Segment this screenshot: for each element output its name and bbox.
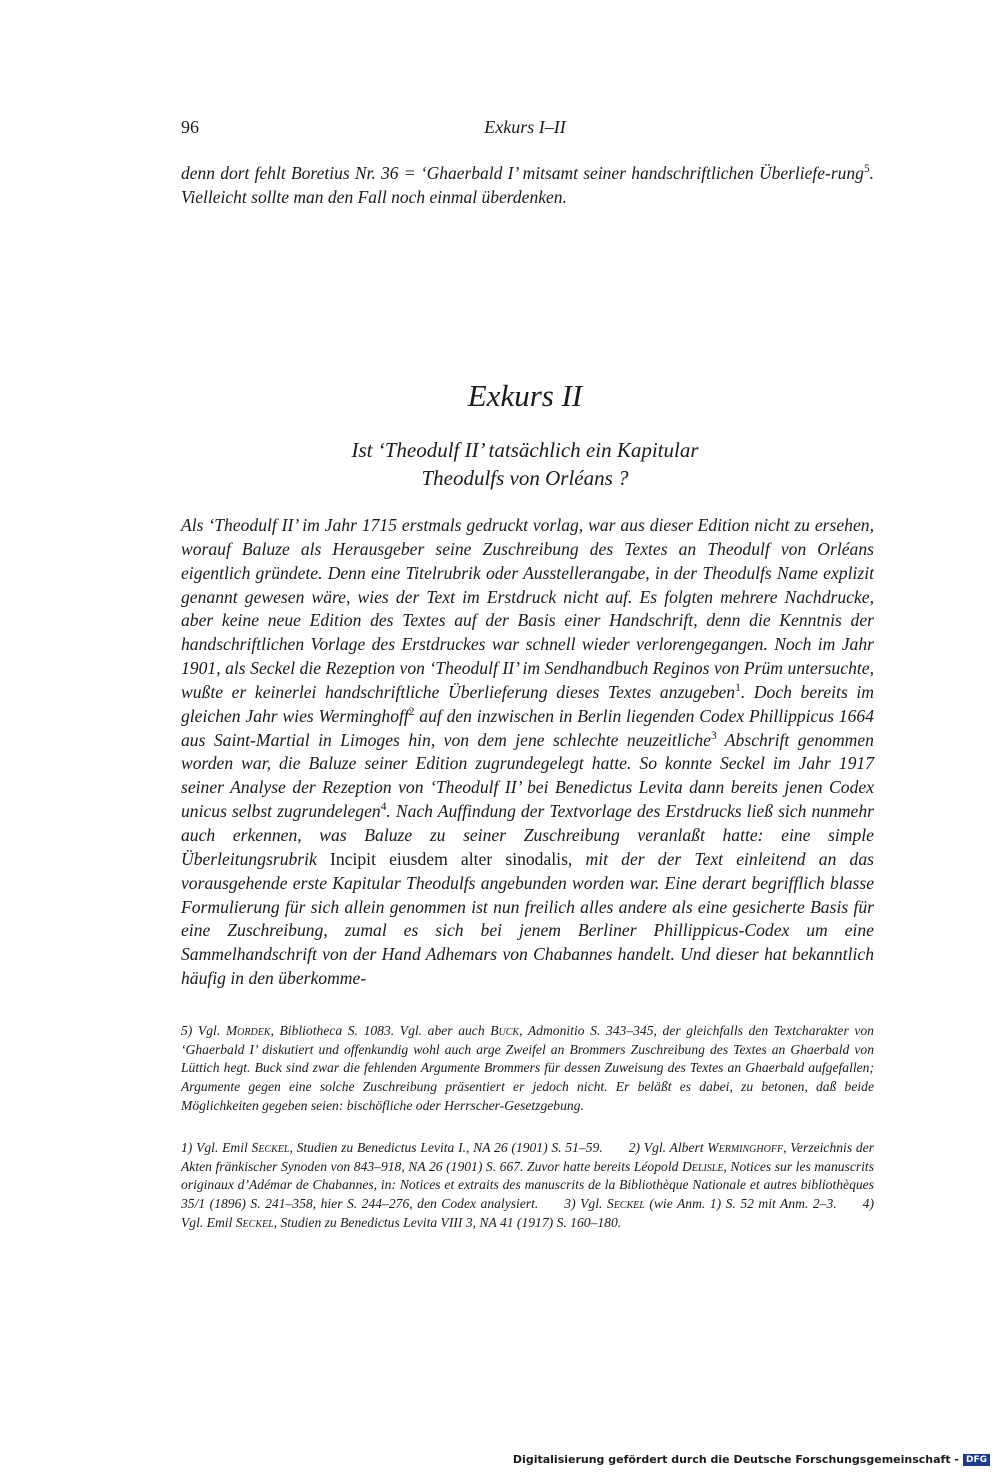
footnote-5-text-c: , Bibliotheca S. 1083. Vgl. aber auch: [270, 1023, 491, 1038]
subtitle-line-2: Theodulfs von Orléans ?: [421, 466, 629, 490]
body-paragraph: [181, 514, 874, 991]
latin-rubric: Incipit eiusdem alter sinodalis: [330, 848, 568, 869]
footnote-ref-4: 4: [380, 801, 387, 814]
page-number: 96: [181, 117, 199, 137]
author-delisle: Delisle: [681, 1158, 724, 1174]
section-title: Exkurs II: [467, 378, 583, 413]
footnote-ref-1: 1: [735, 682, 741, 695]
footnote-3-text-c: (wie Anm. 1) S. 52 mit Anm. 2–3.: [644, 1196, 837, 1212]
author-seckel-3: Seckel: [606, 1196, 645, 1212]
author-buck: Buck: [490, 1023, 520, 1038]
body-text-6: , mit der der Text einleitend an das vorausgehende erste Kapitular Theodulfs angebunden worden war. Eine derart begrifflich blasse Formulierung für sich allein genommen ist nun freilich alles andere als eine gesicherte Basis für eine Zuschreibung, zumal es sich bei jenem Berliner Phillippicus-Codex um eine Sammelhandschrift von der Hand Adhemars von Chabannes handelt. Und dieser hat bekanntlich häufig in den überkomme-: [181, 848, 874, 989]
credit-text: Digitalisierung gefördert durch die Deutsche Forschungsgemeinschaft -: [512, 1453, 959, 1466]
subtitle-line-1: Ist ‘Theodulf II’ tatsächlich ein Kapitular: [351, 438, 699, 462]
author-seckel-1: Seckel: [251, 1140, 290, 1155]
author-werminghoff: Werminghoff: [707, 1140, 784, 1155]
body-text-2: . Doch bereits im gleichen Jahr wies Werminghoff: [181, 681, 874, 726]
running-head: Exkurs I–II: [484, 117, 566, 137]
continued-paragraph: [181, 161, 874, 209]
footnote-3-text-a: 3) Vgl.: [564, 1196, 607, 1212]
dfg-logo: DFG: [963, 1454, 990, 1466]
footnote-ref-3: 3: [710, 729, 717, 742]
footnote-5-text-a: 5) Vgl.: [181, 1023, 226, 1038]
footnote-ref-5: 5: [863, 163, 870, 176]
author-mordek: Mordek: [225, 1023, 271, 1038]
author-seckel-4: Seckel: [235, 1214, 274, 1230]
footnote-2-text-c: , Verzeichnis der Akten fränkischer Synoden von 843–918, NA 26 (1901) S. 667. Zuvor hatte bereits Léopold: [181, 1140, 874, 1174]
footnote-2-text-a: 2) Vgl. Albert: [628, 1140, 708, 1155]
body-text-4: Abschrift genommen worden war, die Baluze seiner Edition zugrundegelegt hatte. So konnte Seckel im Jahr 1917 seiner Analyse der Rezeption von ‘Theodulf II’ bei Benedictus Levita dann bereits jenen Codex unicus selbst zugrundelegen: [181, 729, 874, 822]
section-subtitle: [0, 436, 1000, 492]
footnote-1-text-a: 1) Vgl. Emil: [181, 1140, 252, 1155]
footnote-1-text-c: , Studien zu Benedictus Levita I., NA 26 (1901) S. 51–59.: [289, 1140, 603, 1155]
body-text-1: Als ‘Theodulf II’ im Jahr 1715 erstmals gedruckt vorlag, war aus dieser Edition nicht zu ersehen, worauf Baluze als Herausgeber seine Zuschreibung des Textes an Theodulf von Orléans eigentlich gründete. Denn eine Titelrubrik oder Ausstellerangabe, in der Theodulfs Name explizit genannt gewesen wäre, wies der Text im Erstdruck nicht auf. Es folgten mehrere Nachdrucke, aber keine neue Edition des Textes auf der Basis einer Handschrift, denn die Kenntnis der handschriftlichen Vorlage des Erstdruckes war schnell wieder verlorengegangen. Noch im Jahr 1901, als Seckel die Rezeption von ‘Theodulf II’ im Sendhandbuch Reginos von Prüm untersuchte, wußte er keinerlei handschriftliche Überlieferung dieses Textes anzugeben: [181, 515, 874, 702]
footnote-4-text-c: , Studien zu Benedictus Levita VIII 3, NA 41 (1917) S. 160–180.: [273, 1214, 622, 1230]
digitization-credit: [513, 1453, 990, 1466]
footnote-2-text-e: , Notices sur les manuscrits originaux d’Adémar de Chabannes, in: Notices et extraits des manuscrits de la Bibliothèque Nationale et autres bibliothèques 35/1 (1896) S. 241–358, hier S. 244–276, den Codex analysiert.: [181, 1158, 874, 1212]
footnote-4-text-a: 4) Vgl. Emil: [181, 1196, 874, 1230]
continued-text-part1: denn dort fehlt Boretius Nr. 36 = ‘Ghaerbald I’ mitsamt seiner handschriftlichen Überliefe-rung: [181, 163, 864, 183]
body-text-5: . Nach Auffindung der Textvorlage des Erstdrucks ließ sich nunmehr auch erkennen, was Baluze zu seiner Zuschreibung veranlaßt hatte: eine simple Überleitungsrubrik: [181, 801, 874, 869]
body-text-3: auf den inzwischen in Berlin liegenden Codex Phillippicus 1664 aus Saint-Martial in Limoges hin, von dem jene schlechte neuzeitliche: [181, 705, 874, 750]
footnote-5: [181, 1022, 874, 1116]
page-footnotes: [181, 1139, 874, 1233]
footnote-5-text-e: , Admonitio S. 343–345, der gleichfalls den Textcharakter von ‘Ghaerbald I’ diskutiert und offenkundig wohl auch arge Zweifel an Brommers Zuschreibung des Textes an Ghaerbald von Lüttich hegt. Buck sind zwar die fehlenden Argumente Brommers für dessen Zuweisung des Textes an Ghaerbald aufgefallen; Argumente gegen eine solche Zuschreibung präsentiert er jedoch nicht. Er beläßt es dabei, zu betonen, daß beide Möglichkeiten gegeben seien: bischöfliche oder Herrscher-Gesetzgebung.: [181, 1023, 874, 1113]
continued-text-part2: . Vielleicht sollte man den Fall noch einmal überdenken.: [181, 163, 874, 207]
footnote-ref-2: 2: [408, 705, 415, 718]
